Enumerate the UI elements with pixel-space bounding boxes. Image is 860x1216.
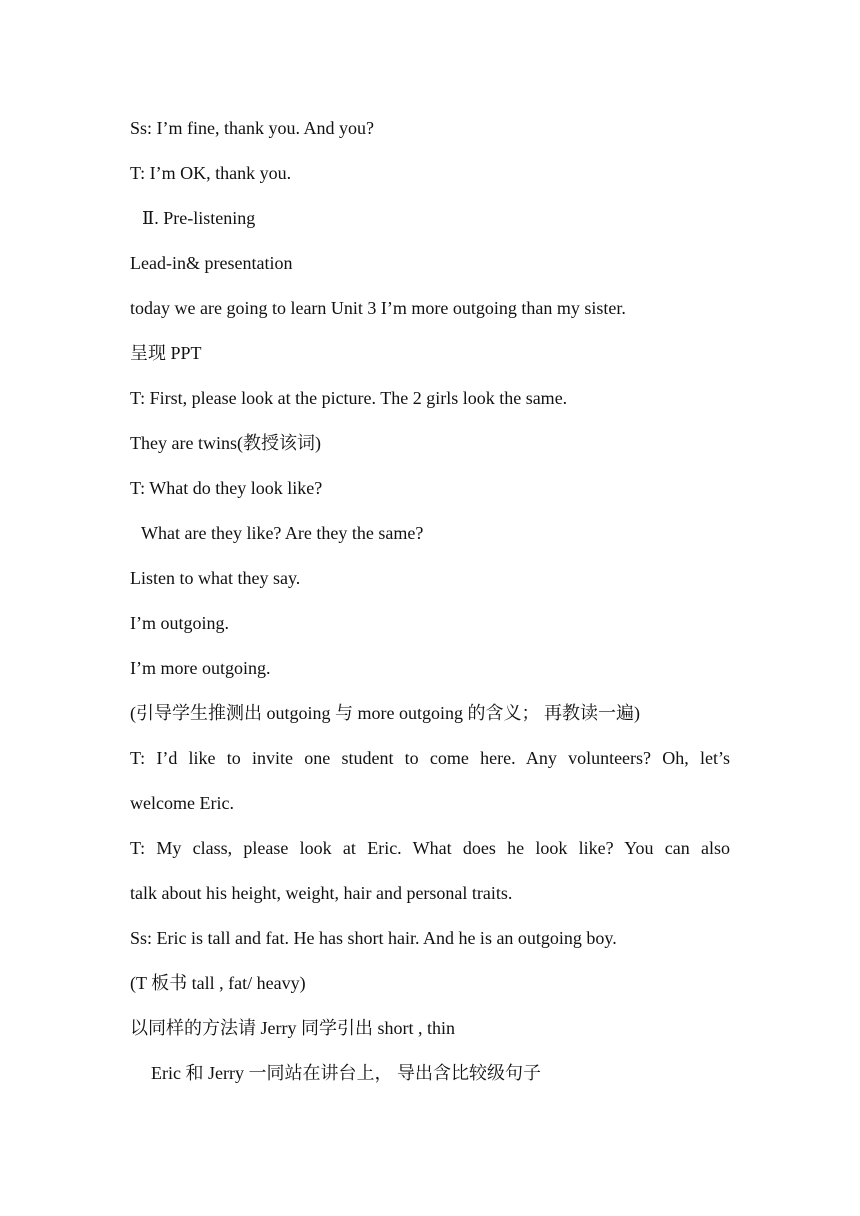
section-heading: Ⅱ. Pre-listening bbox=[142, 208, 256, 228]
text-line: I’m more outgoing. bbox=[130, 658, 271, 678]
text-line: T: First, please look at the picture. The 2 girls look the same. bbox=[130, 388, 568, 408]
text-line: I’m outgoing. bbox=[130, 613, 229, 633]
text-line: T: I’d like to invite one student to come here. Any volunteers? Oh, let’s bbox=[130, 748, 730, 768]
text-line: today we are going to learn Unit 3 I’m more outgoing than my sister. bbox=[130, 298, 626, 318]
text-line: welcome Eric. bbox=[130, 793, 234, 813]
text-line: T: I’m OK, thank you. bbox=[130, 163, 292, 183]
text-line: talk about his height, weight, hair and personal traits. bbox=[130, 883, 513, 903]
text-line: What are they like? Are they the same? bbox=[141, 523, 424, 543]
text-line: (引导学生推测出 outgoing 与 more outgoing 的含义； 再教读一遍) bbox=[130, 703, 640, 723]
text-line: Listen to what they say. bbox=[130, 568, 301, 588]
text-line: (T 板书 tall , fat/ heavy) bbox=[130, 973, 306, 993]
text-line: Eric 和 Jerry 一同站在讲台上， 导出含比较级句子 bbox=[151, 1063, 541, 1083]
text-line: T: My class, please look at Eric. What does he look like? You can also bbox=[130, 838, 730, 858]
text-line: 以同样的方法请 Jerry 同学引出 short , thin bbox=[130, 1018, 455, 1038]
text-line: Ss: I’m fine, thank you. And you? bbox=[130, 118, 374, 138]
text-line: 呈现 PPT bbox=[130, 343, 202, 363]
text-line: Lead-in& presentation bbox=[130, 253, 293, 273]
text-line: Ss: Eric is tall and fat. He has short hair. And he is an outgoing boy. bbox=[130, 928, 617, 948]
text-line: T: What do they look like? bbox=[130, 478, 323, 498]
text-line: They are twins(教授该词) bbox=[130, 433, 321, 453]
